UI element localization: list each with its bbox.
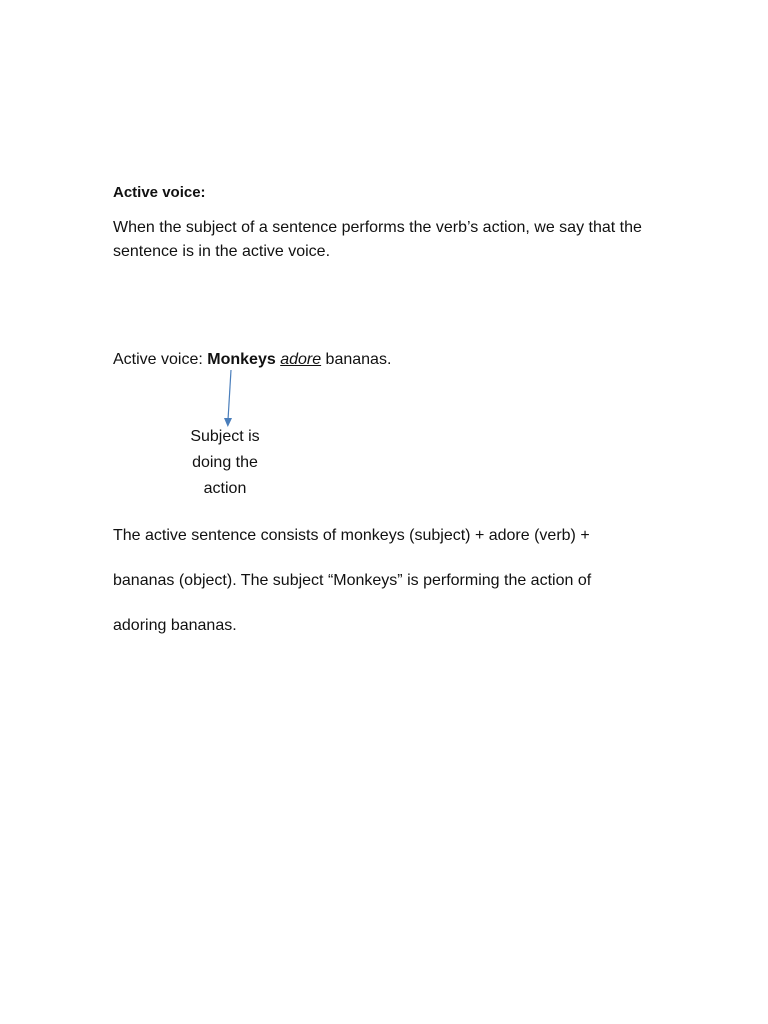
callout-line: Subject is (190, 428, 260, 445)
explanation-line: The active sentence consists of monkeys (subject) + adore (verb) + (113, 527, 590, 544)
explanation-line: bananas (object). The subject “Monkeys” is performing the action of (113, 572, 592, 589)
callout-line: doing the (192, 454, 258, 471)
subject-callout (180, 424, 270, 502)
example-prefix: Active voice: (113, 351, 208, 368)
section-heading: Active voice: (113, 184, 206, 201)
example-rest: bananas. (321, 351, 392, 368)
definition-paragraph: When the subject of a sentence performs the verb’s action, we say that the sentence is in the active voice. (113, 219, 642, 260)
example-verb: adore (280, 351, 322, 368)
example-subject: Monkeys (207, 351, 276, 368)
explanation-line: adoring bananas. (113, 617, 237, 634)
arrow-connector (220, 368, 240, 430)
explanation-paragraph (113, 513, 673, 648)
arrow-line (228, 370, 231, 420)
callout-line: action (203, 480, 247, 497)
example-sentence (113, 351, 391, 369)
